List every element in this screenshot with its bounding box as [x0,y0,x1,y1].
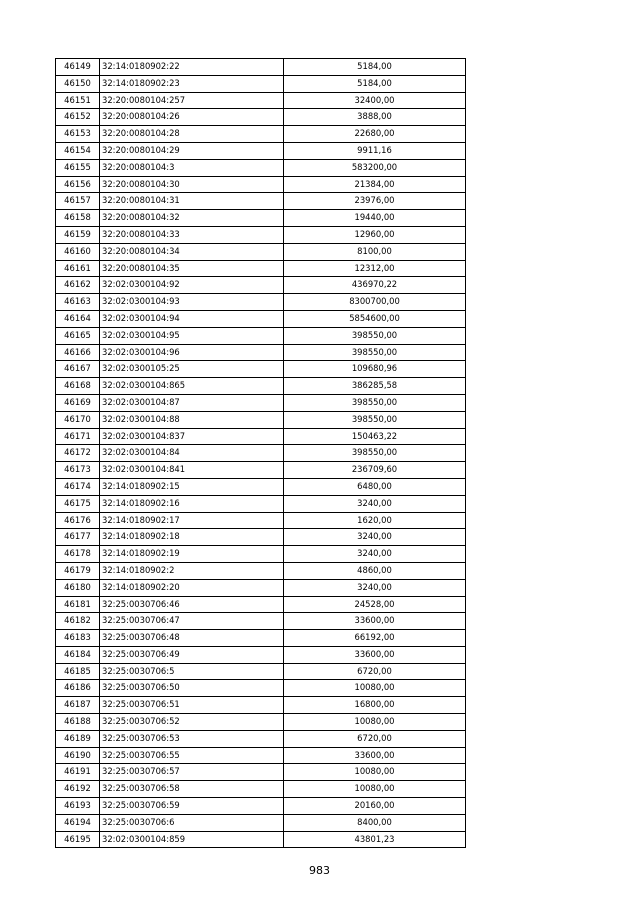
table-row [56,663,466,680]
cadastral-number-cell: 32:14:0180902:17 [100,512,284,529]
row-number-cell: 46174 [56,478,100,495]
value-cell: 8100,00 [284,243,466,260]
row-number-cell: 46172 [56,445,100,462]
table-row [56,126,466,143]
value-cell: 19440,00 [284,210,466,227]
row-number-cell: 46191 [56,764,100,781]
value-cell: 398550,00 [284,411,466,428]
value-cell: 22680,00 [284,126,466,143]
cadastral-number-cell: 32:25:0030706:47 [100,613,284,630]
cadastral-number-cell: 32:20:0080104:35 [100,260,284,277]
cadastral-number-cell: 32:02:0300104:837 [100,428,284,445]
row-number-cell: 46195 [56,831,100,848]
value-cell: 5184,00 [284,59,466,76]
table-row [56,798,466,815]
row-number-cell: 46155 [56,159,100,176]
cadastral-number-cell: 32:25:0030706:49 [100,646,284,663]
cadastral-number-cell: 32:02:0300104:859 [100,831,284,848]
cadastral-number-cell: 32:25:0030706:50 [100,680,284,697]
table-row [56,579,466,596]
row-number-cell: 46169 [56,394,100,411]
cadastral-number-cell: 32:20:0080104:28 [100,126,284,143]
cadastral-number-cell: 32:20:0080104:3 [100,159,284,176]
value-cell: 6480,00 [284,478,466,495]
cadastral-number-cell: 32:25:0030706:58 [100,781,284,798]
table-row [56,781,466,798]
row-number-cell: 46189 [56,730,100,747]
value-cell: 32400,00 [284,92,466,109]
table-row [56,445,466,462]
cadastral-number-cell: 32:25:0030706:5 [100,663,284,680]
cadastral-number-cell: 32:14:0180902:2 [100,562,284,579]
table-body [56,59,466,848]
table-row [56,243,466,260]
row-number-cell: 46161 [56,260,100,277]
table-row [56,109,466,126]
row-number-cell: 46163 [56,294,100,311]
table-row [56,411,466,428]
value-cell: 4860,00 [284,562,466,579]
table-row [56,747,466,764]
cadastral-number-cell: 32:14:0180902:18 [100,529,284,546]
table-row [56,764,466,781]
value-cell: 12312,00 [284,260,466,277]
table-row [56,176,466,193]
value-cell: 3240,00 [284,546,466,563]
row-number-cell: 46168 [56,378,100,395]
value-cell: 16800,00 [284,697,466,714]
value-cell: 10080,00 [284,764,466,781]
table-row [56,680,466,697]
value-cell: 398550,00 [284,394,466,411]
cadastral-number-cell: 32:02:0300104:93 [100,294,284,311]
cadastral-number-cell: 32:14:0180902:15 [100,478,284,495]
table-row [56,394,466,411]
value-cell: 398550,00 [284,327,466,344]
value-cell: 236709,60 [284,462,466,479]
value-cell: 10080,00 [284,714,466,731]
value-cell: 3888,00 [284,109,466,126]
row-number-cell: 46156 [56,176,100,193]
row-number-cell: 46165 [56,327,100,344]
cadastral-number-cell: 32:25:0030706:53 [100,730,284,747]
cadastral-number-cell: 32:14:0180902:20 [100,579,284,596]
row-number-cell: 46157 [56,193,100,210]
row-number-cell: 46160 [56,243,100,260]
cadastral-number-cell: 32:20:0080104:30 [100,176,284,193]
table-row [56,226,466,243]
row-number-cell: 46176 [56,512,100,529]
table-row [56,361,466,378]
table-row [56,831,466,848]
row-number-cell: 46173 [56,462,100,479]
table-row [56,59,466,76]
cadastral-number-cell: 32:25:0030706:57 [100,764,284,781]
table-row [56,546,466,563]
table-row [56,210,466,227]
table-row [56,294,466,311]
table-row [56,478,466,495]
cadastral-number-cell: 32:02:0300105:25 [100,361,284,378]
row-number-cell: 46158 [56,210,100,227]
row-number-cell: 46188 [56,714,100,731]
cadastral-value-table [55,58,466,848]
cadastral-number-cell: 32:20:0080104:34 [100,243,284,260]
row-number-cell: 46175 [56,495,100,512]
document-page [55,58,466,848]
row-number-cell: 46170 [56,411,100,428]
value-cell: 33600,00 [284,613,466,630]
value-cell: 33600,00 [284,646,466,663]
value-cell: 43801,23 [284,831,466,848]
value-cell: 5184,00 [284,75,466,92]
table-row [56,327,466,344]
value-cell: 5854600,00 [284,310,466,327]
value-cell: 9911,16 [284,142,466,159]
row-number-cell: 46171 [56,428,100,445]
cadastral-number-cell: 32:02:0300104:88 [100,411,284,428]
row-number-cell: 46193 [56,798,100,815]
row-number-cell: 46184 [56,646,100,663]
value-cell: 3240,00 [284,529,466,546]
table-row [56,344,466,361]
row-number-cell: 46190 [56,747,100,764]
table-row [56,814,466,831]
value-cell: 436970,22 [284,277,466,294]
row-number-cell: 46162 [56,277,100,294]
table-row [56,159,466,176]
cadastral-number-cell: 32:14:0180902:22 [100,59,284,76]
table-row [56,646,466,663]
row-number-cell: 46149 [56,59,100,76]
row-number-cell: 46178 [56,546,100,563]
cadastral-number-cell: 32:02:0300104:92 [100,277,284,294]
cadastral-number-cell: 32:25:0030706:6 [100,814,284,831]
cadastral-number-cell: 32:14:0180902:23 [100,75,284,92]
row-number-cell: 46192 [56,781,100,798]
cadastral-number-cell: 32:25:0030706:52 [100,714,284,731]
row-number-cell: 46154 [56,142,100,159]
row-number-cell: 46180 [56,579,100,596]
row-number-cell: 46152 [56,109,100,126]
value-cell: 20160,00 [284,798,466,815]
table-row [56,142,466,159]
cadastral-number-cell: 32:25:0030706:51 [100,697,284,714]
value-cell: 12960,00 [284,226,466,243]
cadastral-number-cell: 32:02:0300104:841 [100,462,284,479]
cadastral-number-cell: 32:25:0030706:48 [100,630,284,647]
value-cell: 24528,00 [284,596,466,613]
cadastral-number-cell: 32:20:0080104:257 [100,92,284,109]
row-number-cell: 46164 [56,310,100,327]
row-number-cell: 46179 [56,562,100,579]
table-row [56,428,466,445]
value-cell: 1620,00 [284,512,466,529]
cadastral-number-cell: 32:02:0300104:87 [100,394,284,411]
value-cell: 583200,00 [284,159,466,176]
value-cell: 8300700,00 [284,294,466,311]
row-number-cell: 46182 [56,613,100,630]
table-row [56,562,466,579]
table-row [56,462,466,479]
value-cell: 398550,00 [284,445,466,462]
cadastral-number-cell: 32:14:0180902:16 [100,495,284,512]
table-row [56,697,466,714]
value-cell: 386285,58 [284,378,466,395]
cadastral-number-cell: 32:25:0030706:46 [100,596,284,613]
value-cell: 23976,00 [284,193,466,210]
cadastral-number-cell: 32:25:0030706:55 [100,747,284,764]
row-number-cell: 46159 [56,226,100,243]
row-number-cell: 46167 [56,361,100,378]
value-cell: 10080,00 [284,680,466,697]
cadastral-number-cell: 32:25:0030706:59 [100,798,284,815]
table-row [56,277,466,294]
value-cell: 398550,00 [284,344,466,361]
table-row [56,75,466,92]
row-number-cell: 46177 [56,529,100,546]
table-row [56,495,466,512]
page-number: 983 [309,864,330,877]
row-number-cell: 46150 [56,75,100,92]
row-number-cell: 46153 [56,126,100,143]
cadastral-number-cell: 32:20:0080104:33 [100,226,284,243]
value-cell: 150463,22 [284,428,466,445]
cadastral-number-cell: 32:20:0080104:32 [100,210,284,227]
value-cell: 3240,00 [284,579,466,596]
table-row [56,92,466,109]
table-row [56,512,466,529]
table-row [56,714,466,731]
value-cell: 6720,00 [284,663,466,680]
value-cell: 109680,96 [284,361,466,378]
table-row [56,630,466,647]
cadastral-number-cell: 32:02:0300104:94 [100,310,284,327]
cadastral-number-cell: 32:02:0300104:865 [100,378,284,395]
row-number-cell: 46187 [56,697,100,714]
row-number-cell: 46186 [56,680,100,697]
value-cell: 8400,00 [284,814,466,831]
table-row [56,378,466,395]
table-row [56,596,466,613]
table-row [56,730,466,747]
table-row [56,193,466,210]
table-row [56,613,466,630]
value-cell: 33600,00 [284,747,466,764]
cadastral-number-cell: 32:20:0080104:31 [100,193,284,210]
table-row [56,529,466,546]
value-cell: 66192,00 [284,630,466,647]
value-cell: 6720,00 [284,730,466,747]
row-number-cell: 46181 [56,596,100,613]
row-number-cell: 46185 [56,663,100,680]
row-number-cell: 46151 [56,92,100,109]
cadastral-number-cell: 32:02:0300104:96 [100,344,284,361]
value-cell: 21384,00 [284,176,466,193]
cadastral-number-cell: 32:02:0300104:95 [100,327,284,344]
cadastral-number-cell: 32:02:0300104:84 [100,445,284,462]
row-number-cell: 46166 [56,344,100,361]
cadastral-number-cell: 32:14:0180902:19 [100,546,284,563]
value-cell: 3240,00 [284,495,466,512]
value-cell: 10080,00 [284,781,466,798]
table-row [56,310,466,327]
cadastral-number-cell: 32:20:0080104:26 [100,109,284,126]
table-row [56,260,466,277]
cadastral-number-cell: 32:20:0080104:29 [100,142,284,159]
row-number-cell: 46194 [56,814,100,831]
row-number-cell: 46183 [56,630,100,647]
